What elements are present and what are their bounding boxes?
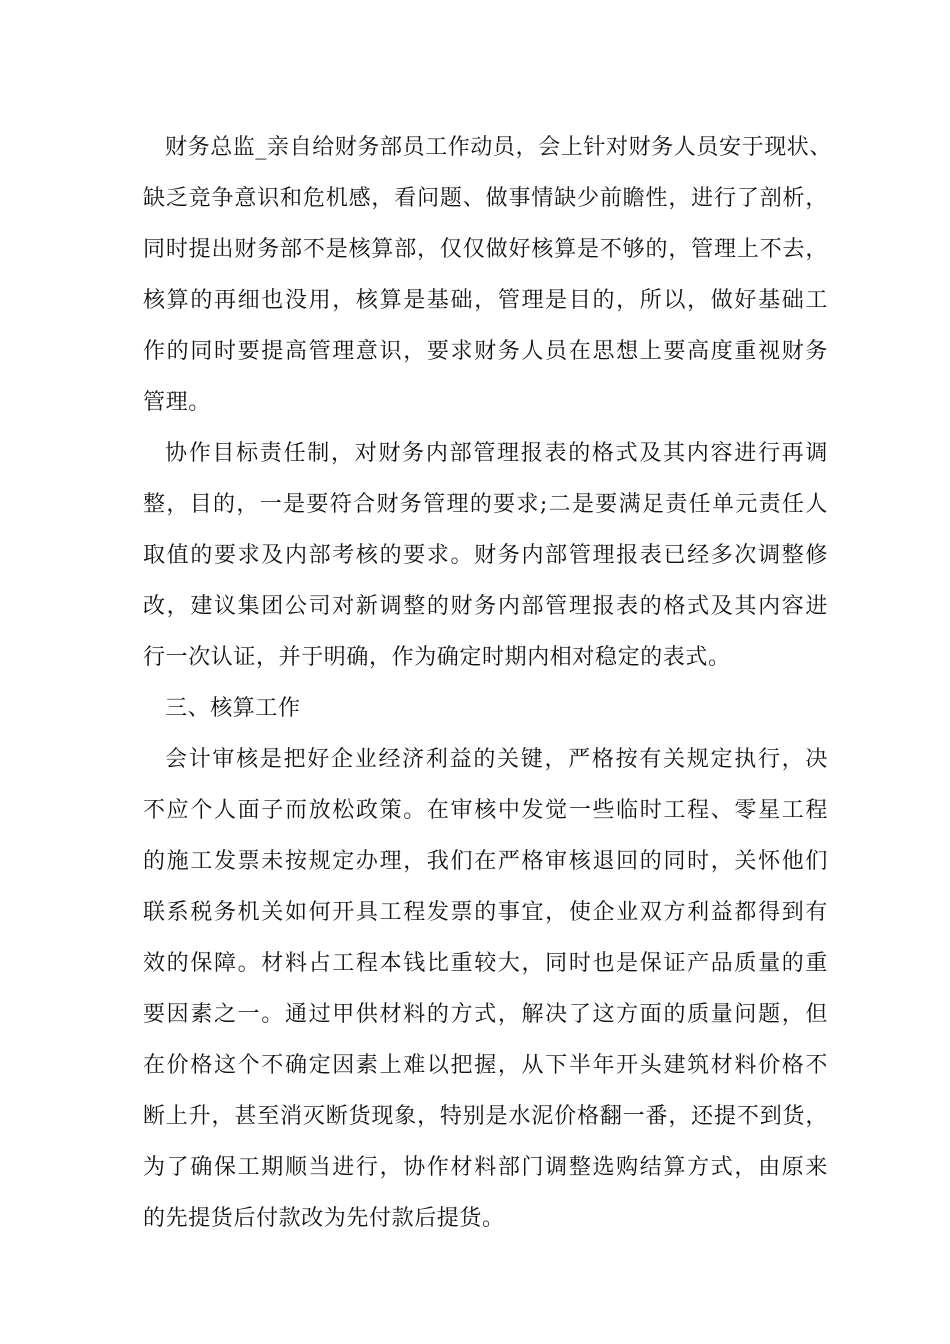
- text-line: 财务总监_亲自给财务部员工作动员，会上针对财务人员安于现状、: [165, 135, 833, 160]
- text-line: 联系税务机关如何开具工程发票的事宜，使企业双方利益都得到有: [143, 900, 828, 925]
- text-line: 缺乏竞争意识和危机感，看问题、做事情缺少前瞻性，进行了剖析，: [143, 186, 828, 211]
- text-line: 同时提出财务部不是核算部，仅仅做好核算是不够的，管理上不去，: [143, 237, 828, 262]
- text-line: 协作目标责任制，对财务内部管理报表的格式及其内容进行再调: [165, 441, 828, 466]
- text-line: 不应个人面子而放松政策。在审核中发觉一些临时工程、零星工程: [143, 798, 828, 823]
- paragraph-finance-director: [143, 122, 833, 428]
- text-line: 作的同时要提高管理意识，要求财务人员在思想上要高度重视财务: [143, 339, 828, 364]
- text-line: 会计审核是把好企业经济利益的关键，严格按有关规定执行，决: [165, 747, 828, 772]
- text-line: 取值的要求及内部考核的要求。财务内部管理报表已经多次调整修: [143, 543, 828, 568]
- section-heading: [143, 683, 828, 734]
- text-line: 的先提货后付款改为先付款后提货。: [143, 1206, 505, 1231]
- text-line: 效的保障。材料占工程本钱比重较大，同时也是保证产品质量的重: [143, 951, 828, 976]
- text-line: 管理。: [143, 390, 211, 415]
- text-line: 改，建议集团公司对新调整的财务内部管理报表的格式及其内容进: [143, 594, 828, 619]
- text-line: 为了确保工期顺当进行，协作材料部门调整选购结算方式，由原来: [143, 1155, 828, 1180]
- section-heading-accounting: 三、核算工作: [165, 696, 301, 721]
- paragraph-accounting-audit: [143, 734, 828, 1244]
- paragraph-responsibility-system: [143, 428, 828, 683]
- text-line: 的施工发票未按规定办理，我们在严格审核退回的同时，关怀他们: [143, 849, 828, 874]
- text-line: 在价格这个不确定因素上难以把握，从下半年开头建筑材料价格不: [143, 1053, 828, 1078]
- text-line: 要因素之一。通过甲供材料的方式，解决了这方面的质量问题，但: [143, 1002, 828, 1027]
- text-line: 整，目的，一是要符合财务管理的要求;二是要满足责任单元责任人: [143, 492, 828, 517]
- text-line: 核算的再细也没用，核算是基础，管理是目的，所以，做好基础工: [143, 288, 828, 313]
- text-line: 行一次认证，并于明确，作为确定时期内相对稳定的表式。: [143, 645, 731, 670]
- text-line: 断上升，甚至消灭断货现象，特别是水泥价格翻一番，还提不到货，: [143, 1104, 828, 1129]
- document-body: [143, 122, 833, 1244]
